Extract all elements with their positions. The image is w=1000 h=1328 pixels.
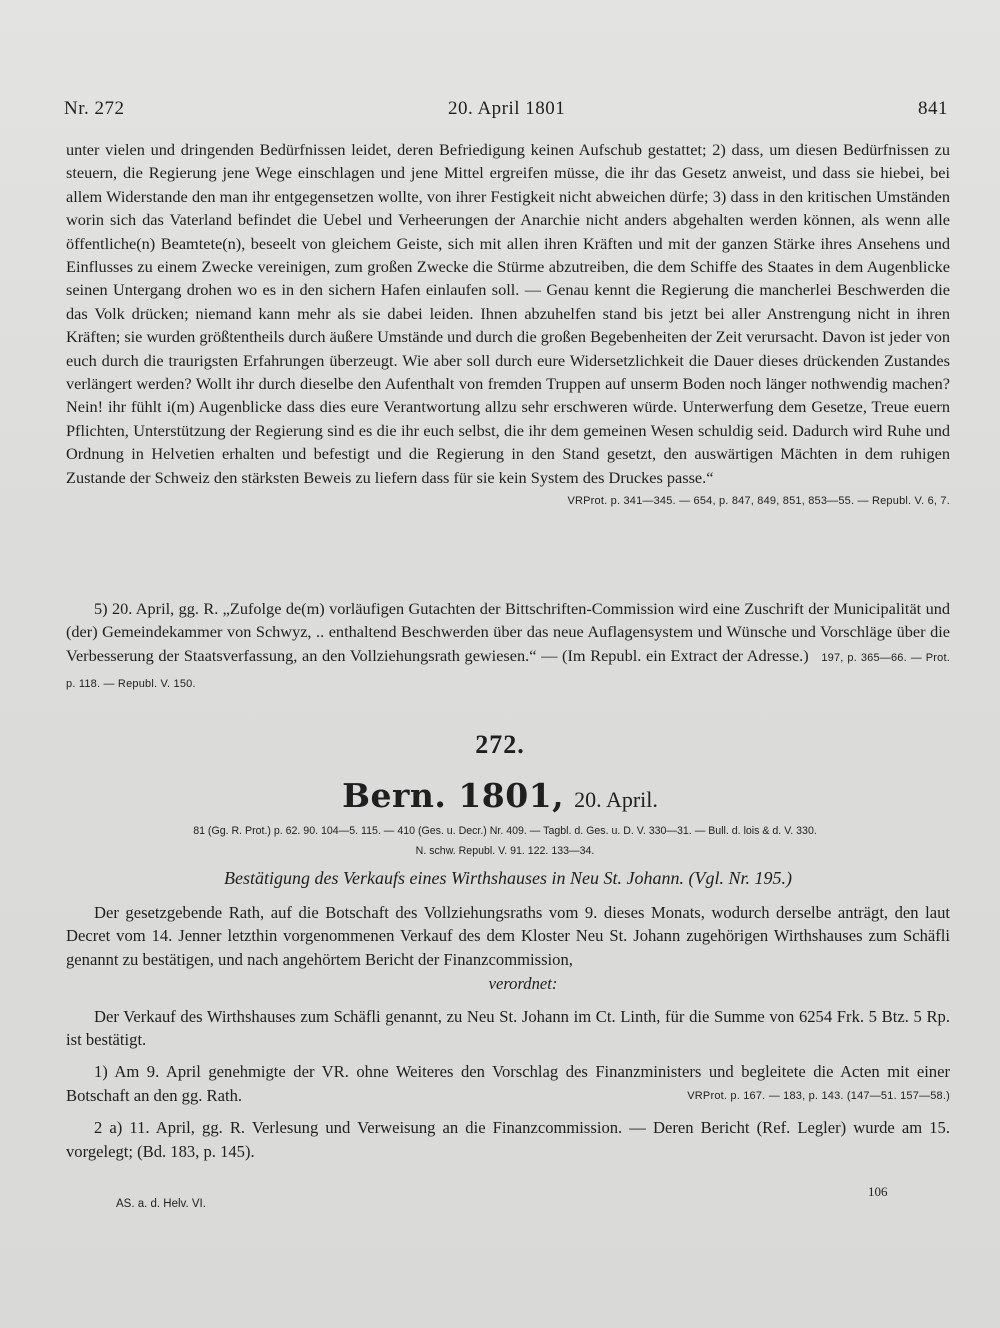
document-date: 20. April. <box>574 787 658 812</box>
note-1-reference: VRProt. p. 167. — 183, p. 143. (147—51. 157—58.) <box>687 1089 950 1102</box>
footer-sheet-number: 106 <box>868 1184 888 1199</box>
place-date-line <box>0 776 1000 815</box>
header-document-number: Nr. 272 <box>64 98 125 119</box>
note-5-reference: 197, p. 365—66. — Prot. p. 118. — Republ. V. 150. <box>66 651 950 691</box>
intro-paragraph <box>66 138 950 514</box>
document-body <box>66 901 950 1163</box>
footer-signature: AS. a. d. Helv. VI. <box>116 1198 206 1210</box>
sources-line-2: N. schw. Republ. V. 91. 122. 133—34. <box>415 845 595 857</box>
decree-text: Der Verkauf des Wirthshauses zum Schäfli genannt, zu Neu St. Johann im Ct. Linth, für die Summe von 6254 Frk. 5 Btz. 5 Rp. ist bestätigt. <box>66 1006 950 1050</box>
document-number: 272. <box>475 730 525 759</box>
preamble: Der gesetzgebende Rath, auf die Botschaft des Vollziehungsraths vom 9. dieses Monats, wodurch derselbe anträgt, den laut Decret vom 14. Jenner letzthin vorgenommenen Verkauf des dem Kloster Neu St. Johann zugehörigen Wirthshauses zum Schäfli genannt zu bestätigen, und nach angehörtem Bericht der Finanzcommission, <box>66 903 950 969</box>
sources-line-1: 81 (Gg. R. Prot.) p. 62. 90. 104—5. 115. — 410 (Ges. u. Decr.) Nr. 409. — Tagbl. d. Ges. u. D. V. 330—31. — Bull. d. lois & d. V. 330. <box>193 825 817 837</box>
document-place-year: Bern. 1801, <box>342 776 565 815</box>
document-subject: Bestätigung des Verkaufs eines Wirthshauses in Neu St. Johann. (Vgl. Nr. 195.) <box>224 868 792 888</box>
verordnet-heading: verordnet: <box>488 974 558 994</box>
note-1-paragraph <box>66 1060 950 1107</box>
note-2a-text: 2 a) 11. April, gg. R. Verlesung und Verweisung an die Finanzcommission. — Deren Bericht (Ref. Legler) wurde am 15. vorgelegt; (Bd. 183, p. 145). <box>66 1118 950 1161</box>
intro-text: unter vielen und dringenden Bedürfnissen leidet, deren Befriedigung keinen Aufschub gestattet; 2) dass, um diesen Bedürfnissen zu steuern, die Regierung jene Wege einschlagen und jene Mittel ergreifen müsse, die ihr das Gesetz anweist, und dass sie hiebei, bei allem Widerstande den man ihr entgegensetzen wollte, von ihrer Festigkeit nicht abweichen dürfe; 3) dass in den kritischen Umständen worin sich das Vaterland befindet die Uebel und Verheerungen der Anarchie nicht anders abgehalten werden können, als wenn alle öffentliche(n) Beamtete(n), beseelt von gleichem Geiste, sich mit allen ihren Kräften und mit der ganzen Stärke ihres Ansehens und Einflusses zu einem Zwecke vereinigen, zum großen Zwecke die Stürme abzutreiben, die dem Schiffe des Staates in dem Augenblicke seinen Untergang drohen wo es in den sichern Hafen einlaufen soll. — Genau kennt die Regierung die mancherlei Beschwerden die das Volk drücken; niemand kann mehr als sie dabei leiden. Ihnen abzuhelfen stand bis jetzt bei aller Anstrengung nicht in ihren Kräften; sie wurden größtentheils durch äußere Umstände und durch die großen Begebenheiten der Zeit verursacht. Davon ist jeder von euch durch die traurigsten Erfahrungen überzeugt. Wie aber soll durch eure Widersetzlichkeit die Dauer dieses drückenden Zustandes verlängert werden? Wollt ihr durch dieselbe den Aufenthalt von fremden Truppen auf unserm Boden noch länger nothwendig machen? Nein! ihr fühlt i(m) Augenblicke dass dies eure Verantwortung allzu sehr erschweren würde. Unterwerfung dem Gesetze, Treue euern Pflichten, Unterstützung der Regierung sind es die ihr euch selbst, die ihr dem gemeinen Wesen schuldig seid. Dadurch wird Ruhe und Ordnung in Helvetien erhalten und befestigt und die Regierung in den Stand gesetzt, den auswärtigen Mächten in dem ruhigen Zustande der Schweiz den stärksten Beweis zu liefern dass für sie kein System des Druckes passe.“ <box>66 140 950 487</box>
header-page-number: 841 <box>918 98 948 119</box>
sources-block <box>60 821 950 861</box>
note-5-paragraph <box>66 597 950 697</box>
intro-reference: VRProt. p. 341—345. — 654, p. 847, 849, 851, 853—55. — Republ. V. 6, 7. <box>567 495 950 508</box>
note-1-text: 1) Am 9. April genehmigte der VR. ohne Weiteres den Vorschlag des Finanzministers und begleitete die Acten mit einer Botschaft an den gg. Rath. <box>66 1062 950 1105</box>
note-5-text: 5) 20. April, gg. R. „Zufolge de(m) vorläufigen Gutachten der Bittschriften-Commission wird eine Zuschrift der Municipalität und (der) Gemeindekammer von Schwyz, .. enthaltend Beschwerden über das neue Auflagensystem und Wünsche und Vorschläge über die Verbesserung der Staatsverfassung, an den Vollziehungsrath gewiesen.“ — (Im Republ. ein Extract der Adresse.) <box>66 599 950 665</box>
header-date: 20. April 1801 <box>448 98 566 119</box>
